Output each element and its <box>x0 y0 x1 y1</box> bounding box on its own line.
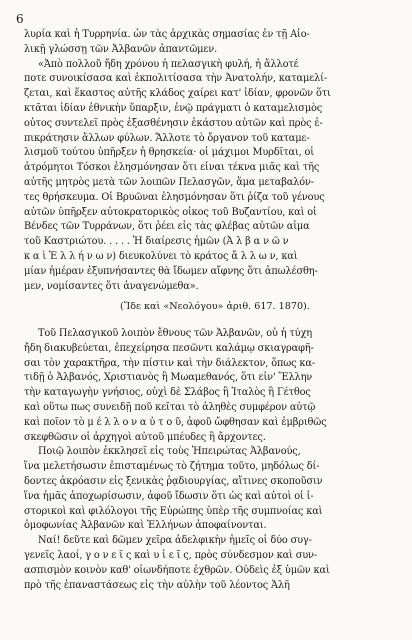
text-line: ὁμοφωνίας Ἀλβανῶν καὶ Ἑλλήνων ἀποφαίνονται. <box>24 520 267 532</box>
text-line: Βένδες τῶν Τυρράνων, ὅτι ῥέει εἰς τὰς φλέβας αὐτῶν αἷμα <box>24 221 310 233</box>
text-line: αὐτῶν ὑπῆρξεν αὐτοκρατορικὸς οἶκος τοῦ Βυζαντίου, καὶ οἱ <box>24 206 317 218</box>
text-line: καὶ ποῖον τὸ μ έ λ λ ο ν α ὐ τ ο ῦ, ἀφοῦ ὤφθησαν καὶ ἐμβριθῶς <box>24 416 327 428</box>
text-line: ἀτρόμητοι Τόσκοι ἐλησμόνησαν ὅτι εἶναι τέκνα μιᾶς καὶ τῆς <box>24 162 320 174</box>
text-line: πρὸ τῆς ἐπαναστάσεως εἰς τὴν αὐλὴν τοῦ λέοντος Ἀλῆ <box>24 579 290 591</box>
text-line: Ναί! δεῦτε καὶ δῶμεν χεῖρα ἀδελφικὴν ἡμεῖς οἱ δύο συγ- <box>38 535 312 547</box>
text-line: σαι τὸν χαρακτῆρα, τὴν πίστιν καὶ τὴν διάλεκτον, ὅπως κα- <box>24 357 315 369</box>
text-line: λυρία καὶ ἡ Τυρρηνία. ὧν τὰς ἀρχικὰς σημασίας ἐν τῇ Αἰο- <box>24 29 310 40</box>
text-line: αὐτῆς μητρὸς μετὰ τῶν λοιπῶν Πελασγῶν, ἅμα μεταβαλόν- <box>24 176 314 188</box>
text-line: δοντες ἀκρόασιν εἰς ξενικὰς ῥᾳδιουργίας, αἵτινες σκοποῦσιν <box>24 475 323 487</box>
citation: (Ἴδε καὶ «Νεολόγου» ἀριθ. 617. 1870). <box>120 301 310 312</box>
text-line: Ποιῷ λοιπὸν ἐκκλησεῖ εἰς τοὺς Ἠπειρώτας Ἀλβανούς, <box>38 446 301 458</box>
text-line: οὗτος συντελεῖ πρὸς ἐξασθένησιν ἑκάστου αὐτῶν καὶ πρὸς ἐ- <box>24 117 323 129</box>
text-line: γενεῖς λαοί, γ ο ν ε ῖ ς καὶ υ ἱ ε ῖ ς, πρὸς σύνδεσμον καὶ συν- <box>24 549 318 561</box>
text-line: ασπισμὸν κοινὸν καθ' οἱωνδήποτε ἐχθρῶν. Οὐδεὶς ἐξ ὑμῶν καὶ <box>24 564 330 576</box>
text-line: Τοῦ Πελασγικοῦ λοιπὸν ἔθνους τῶν Ἀλβανῶν, οὗ ἡ τύχη <box>38 328 312 339</box>
text-line: ἤδη διακυβεύεται, ἐπεχείρησα πεσῶντι καλάμῳ σκιαγραφῆ- <box>24 342 314 354</box>
text-line: μεν, νομίσαντες ὅτι ἀναγενώμεθα». <box>24 280 199 292</box>
text-line: τιδῇ ὁ Ἀλβανός, Χριστιανὸς ἢ Μωαμεθανός, ὅτι εἶν' Ἕλλην <box>24 372 313 384</box>
text-line: ζεται, καὶ ἕκαστος αὐτῆς κλάδος χαίρει κατ' ἰδίαν, φρονῶν ὅτι <box>24 88 331 100</box>
paragraph-quotation <box>24 28 388 294</box>
text-line: ἵνα μελετήσωσιν ἐπισταμένως τὸ ζήτημα τοῦτο, μηδόλως δί- <box>24 461 320 473</box>
text-line: τὴν καταγωγὴν γνήσιος, οὐχὶ δὲ Σλάβος ἢ Ἰταλὸς ἢ Γέτθος <box>24 387 311 399</box>
text-line: κτᾶται ἰδίαν ἐθνικὴν ὕπαρξιν, ἐνῷ πράγματι ὁ καταμελισμὸς <box>24 102 323 114</box>
text-line: σκεφθῶσιν οἱ ἀρχηγοὶ αὐτοῦ μπέυδες ἢ ἄρχοντες. <box>24 431 266 443</box>
page-number: 6 <box>16 12 24 26</box>
paragraph-body <box>24 327 388 593</box>
text-line: «Ἀπὸ πολλοῦ ἤδη χρόνου ἡ πελασγικὴ φυλή, ἡ ἄλλοτέ <box>38 58 299 70</box>
text-line: μίαν ἡμέραν ἐξυπνήσαντες θὰ ἴδωμεν αἴφνης ὅτι ἀπωλέσθη- <box>24 265 318 277</box>
text-line: πικράτησιν ἄλλων φύλων. Ἄλλοτε τὸ ὄργανον τοῦ καταμε- <box>24 132 310 144</box>
text-line: τες θρήσκευμα. Οἱ Βρυῶναι ἐλησμόνησαν ὅτι ῥίζα τοῦ γένους <box>24 191 325 203</box>
text-line: καὶ οὕτω πως συνειδῇ ποῦ κεῖται τὸ ἀληθὲς συμφέρον αὐτῷ <box>24 401 316 413</box>
text-line: λικῇ γλώσσῃ τῶν Ἀλβανῶν ἀπαντῶμεν. <box>24 43 218 55</box>
text-line: στορικοὶ καὶ φιλόλογοι τῆς Εὐρώπης ὑπὲρ τῆς συμπνοίας καὶ <box>24 505 323 517</box>
text-line: ποτε συνοικίσασα καὶ ἐκπολιτίσασα τὴν Ἀνατολήν, καταμελί- <box>24 73 328 85</box>
text-line: λισμοῦ τούτου ὑπῆρξεν ἡ θρησκεία· οἱ μάχιμοι Μυρδῖται, οἱ <box>24 147 314 159</box>
text-line: ἵνα ἡμᾶς ἀποχωρίσωσιν, ἀφοῦ ἴδωσιν ὅτι ὡς καὶ αὐτοὶ οἱ ἱ- <box>24 490 314 502</box>
text-line: κ α ὶ Ἑ λ λ ή ν ω ν) διευκολύνει τὸ κράτος ἄ λ λ ω ν, καὶ <box>24 250 298 262</box>
text-line: τοῦ Καστριώτου. . . . . Ἡ διαίρεσις ἡμῶν (Ἀ λ β α ν ῶ ν <box>24 236 289 248</box>
